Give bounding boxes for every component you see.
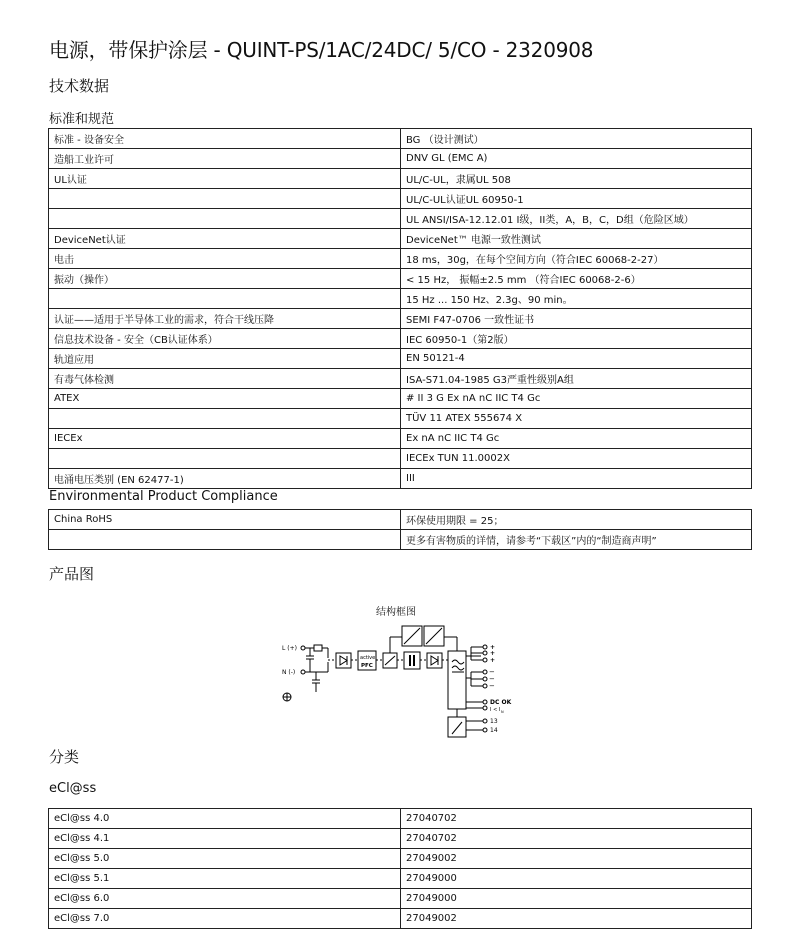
product-image-heading: 产品图	[49, 565, 95, 583]
property-name-cell: 电涌电压类别 (EN 62477-1)	[49, 469, 401, 489]
i-lt-label: I < I	[490, 707, 501, 713]
eclass-heading: eCl@ss	[49, 781, 97, 796]
property-value-cell: UL/C-UL认证UL 60950-1	[401, 189, 752, 209]
property-value-cell: 27049002	[401, 909, 752, 929]
property-value-cell: 27049002	[401, 849, 752, 869]
svg-text:+: +	[490, 650, 496, 657]
property-value-cell: 27040702	[401, 809, 752, 829]
env-compliance-table	[48, 509, 752, 550]
table-row	[49, 889, 752, 909]
table-row	[49, 510, 752, 530]
dc-ok-label: DC OK	[490, 699, 512, 706]
svg-text:+: +	[490, 644, 496, 651]
property-value-cell: IECEx TUN 11.0002X	[401, 449, 752, 469]
property-value-cell: BG （设计测试）	[401, 129, 752, 149]
table-row	[49, 209, 752, 229]
property-value-cell: 27049000	[401, 869, 752, 889]
table-row	[49, 449, 752, 469]
svg-text:PFC: PFC	[361, 663, 373, 669]
property-value-cell: DeviceNet™ 电源一致性测试	[401, 229, 752, 249]
property-name-cell: 标准 - 设备安全	[49, 129, 401, 149]
table-row	[49, 829, 752, 849]
table-row	[49, 289, 752, 309]
relay-14-label: 14	[490, 727, 498, 734]
property-name-cell: 轨道应用	[49, 349, 401, 369]
property-value-cell: 环保使用期限 = 25；	[401, 510, 752, 530]
tech-data-heading: 技术数据	[49, 77, 110, 95]
property-name-cell: 有毒气体检测	[49, 369, 401, 389]
property-value-cell: 27040702	[401, 829, 752, 849]
property-name-cell: 振动（操作）	[49, 269, 401, 289]
property-name-cell: DeviceNet认证	[49, 229, 401, 249]
transformer-block	[404, 652, 420, 669]
table-row	[49, 189, 752, 209]
property-name-cell: eCl@ss 4.1	[49, 829, 401, 849]
table-row	[49, 429, 752, 449]
l-terminal	[301, 646, 305, 650]
property-value-cell: SEMI F47-0706 一致性证书	[401, 309, 752, 329]
table-row	[49, 349, 752, 369]
property-name-cell	[49, 449, 401, 469]
env-compliance-heading: Environmental Product Compliance	[49, 489, 278, 504]
table-row	[49, 389, 752, 409]
svg-text:+: +	[490, 657, 496, 664]
classification-heading: 分类	[49, 748, 80, 766]
table-row	[49, 409, 752, 429]
property-name-cell	[49, 289, 401, 309]
property-name-cell: IECEx	[49, 429, 401, 449]
property-value-cell: EN 50121-4	[401, 349, 752, 369]
property-name-cell: 信息技术设备 - 安全（CB认证体系）	[49, 329, 401, 349]
property-name-cell	[49, 530, 401, 550]
diagram-title: 结构框图	[376, 607, 416, 618]
property-name-cell	[49, 189, 401, 209]
table-row	[49, 809, 752, 829]
property-value-cell: UL/C-UL，隶属UL 508	[401, 169, 752, 189]
table-row	[49, 329, 752, 349]
property-name-cell: China RoHS	[49, 510, 401, 530]
property-value-cell: 18 ms，30g，在每个空间方向（符合IEC 60068-2-27）	[401, 249, 752, 269]
table-row	[49, 249, 752, 269]
table-row	[49, 530, 752, 550]
property-value-cell: TÜV 11 ATEX 555674 X	[401, 409, 752, 429]
property-value-cell: 27049000	[401, 889, 752, 909]
property-name-cell	[49, 409, 401, 429]
property-value-cell: III	[401, 469, 752, 489]
property-value-cell: Ex nA nC IIC T4 Gc	[401, 429, 752, 449]
property-name-cell: 造船工业许可	[49, 149, 401, 169]
property-value-cell: ISA-S71.04-1985 G3严重性级别A组	[401, 369, 752, 389]
svg-text:N: N	[501, 710, 504, 714]
property-name-cell: UL认证	[49, 169, 401, 189]
table-row	[49, 909, 752, 929]
table-row	[49, 169, 752, 189]
table-row	[49, 149, 752, 169]
relay-13-label: 13	[490, 718, 498, 725]
svg-text:−: −	[489, 668, 495, 676]
table-row	[49, 229, 752, 249]
property-name-cell: eCl@ss 4.0	[49, 809, 401, 829]
table-row	[49, 309, 752, 329]
property-name-cell: 电击	[49, 249, 401, 269]
table-row	[49, 269, 752, 289]
n-terminal-label: N (-)	[282, 669, 296, 676]
output-filter-block	[448, 651, 466, 709]
property-value-cell: < 15 Hz， 振幅±2.5 mm （符合IEC 60068-2-6）	[401, 269, 752, 289]
property-name-cell: 认证——适用于半导体工业的需求，符合干线压降	[49, 309, 401, 329]
property-name-cell: eCl@ss 7.0	[49, 909, 401, 929]
n-terminal	[301, 670, 305, 674]
eclass-table	[48, 808, 752, 929]
table-row	[49, 849, 752, 869]
property-name-cell: eCl@ss 6.0	[49, 889, 401, 909]
property-value-cell: UL ANSI/ISA-12.12.01 I级，II类，A，B，C，D组（危险区域）	[401, 209, 752, 229]
svg-text:−: −	[489, 675, 495, 683]
property-name-cell: eCl@ss 5.1	[49, 869, 401, 889]
relay-block	[448, 717, 466, 737]
property-value-cell: DNV GL (EMC A)	[401, 149, 752, 169]
svg-text:−: −	[489, 682, 495, 690]
table-row	[49, 869, 752, 889]
page-title: 电源，带保护涂层 - QUINT-PS/1AC/24DC/ 5/CO - 2320908	[49, 38, 594, 62]
table-row	[49, 369, 752, 389]
svg-text:active: active	[360, 655, 376, 661]
standards-heading: 标准和规范	[49, 112, 115, 127]
property-name-cell: ATEX	[49, 389, 401, 409]
property-value-cell: 15 Hz ... 150 Hz、2.3g、90 min。	[401, 289, 752, 309]
property-name-cell: eCl@ss 5.0	[49, 849, 401, 869]
table-row	[49, 469, 752, 489]
property-value-cell: # II 3 G Ex nA nC IIC T4 Gc	[401, 389, 752, 409]
property-value-cell: IEC 60950-1（第2版）	[401, 329, 752, 349]
l-terminal-label: L (+)	[282, 645, 297, 652]
table-row	[49, 129, 752, 149]
property-name-cell	[49, 209, 401, 229]
block-diagram	[276, 622, 526, 740]
property-value-cell: 更多有害物质的详情，请参考“下载区”内的“制造商声明”	[401, 530, 752, 550]
standards-table	[48, 128, 752, 489]
